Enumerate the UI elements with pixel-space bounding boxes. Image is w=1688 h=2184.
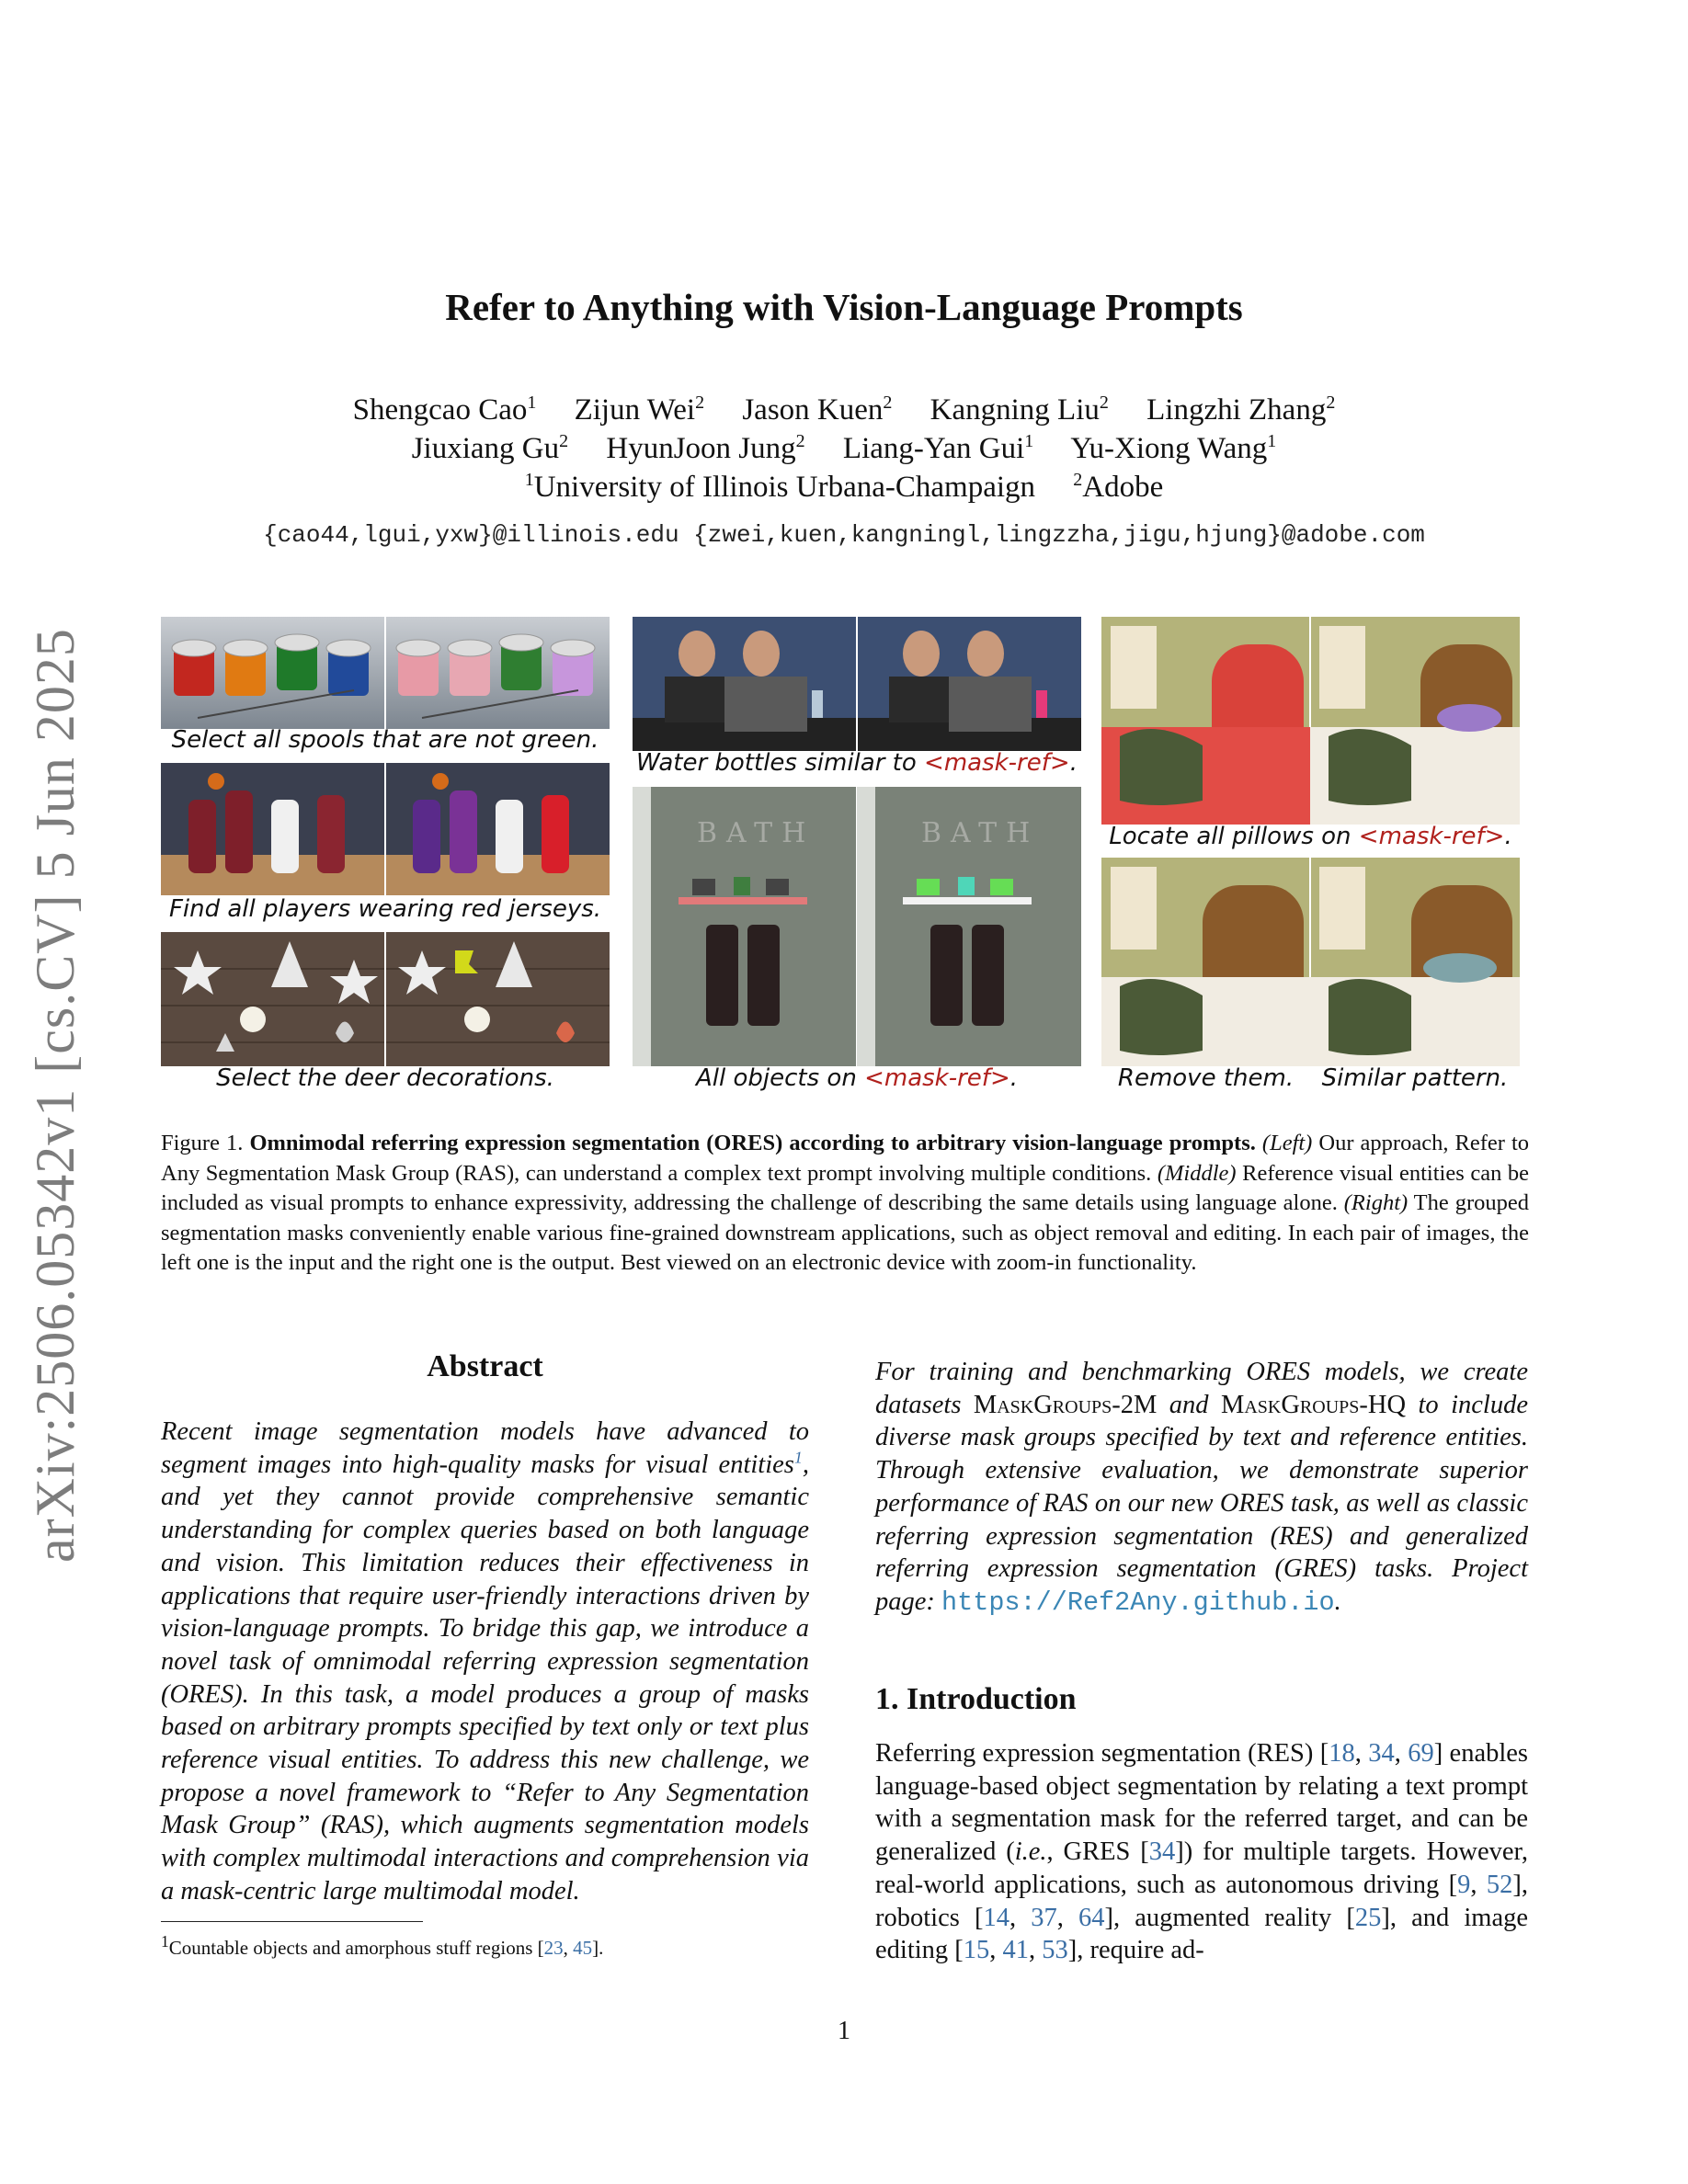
citation-link[interactable]: 52 (1486, 1870, 1513, 1899)
pillows-image-pair (1101, 617, 1520, 825)
bath-letters: BATH (697, 817, 815, 849)
caption-pillows: Locate all pillows on <mask-ref>. (1109, 823, 1512, 850)
citation-link[interactable]: 34 (1368, 1739, 1395, 1768)
bed-edit-image-pair (1101, 858, 1520, 1066)
citation-link[interactable]: 37 (1031, 1903, 1057, 1932)
caption-objects: All objects on <mask-ref>. (695, 1064, 1018, 1092)
affiliations (0, 468, 1688, 506)
affiliation: $^1$University of Illinois Urbana-Champaign (524, 470, 1036, 504)
author: Yu-Xiong Wang$^1$ (1070, 431, 1277, 465)
introduction-body: Referring expression segmentation (RES) [18, 34, 69] enables language-based object segmentation by relating a text prompt with a segmentation mask for the referred target, and can be generalized (i.e., GRES [34]) for multiple targets. However, real-world applications, such as autonomous driving [9, 52], robotics [14, 37, 64], augmented reality [25], and image editing [15, 41, 53], require ad- (875, 1739, 1529, 1965)
citation-link[interactable]: 18 (1329, 1739, 1355, 1768)
caption-bottles: Water bottles similar to <mask-ref>. (636, 749, 1078, 777)
bottles-image-pair (633, 617, 1081, 751)
footnote: $^1$Countable objects and amorphous stuff regions [23, 45]. (161, 1932, 604, 1959)
players-image-pair (161, 763, 610, 895)
affiliation: $^2$Adobe (1073, 470, 1164, 504)
citation-link[interactable]: 41 (1002, 1936, 1030, 1965)
authors-line-2 (0, 429, 1688, 468)
author: HyunJoon Jung$^2$ (606, 431, 805, 465)
citation-link[interactable]: 45 (573, 1937, 593, 1959)
author: Lingzhi Zhang$^2$ (1146, 392, 1336, 427)
author: Liang-Yan Gui$^1$ (842, 431, 1034, 465)
dataset-name: MaskGroups-HQ (1221, 1390, 1407, 1419)
citation-link[interactable]: 69 (1408, 1739, 1434, 1768)
deer-image-pair (161, 932, 610, 1066)
authors-line-1 (0, 391, 1688, 429)
mask-ref-token: <mask-ref> (1358, 823, 1505, 850)
citation-link[interactable]: 15 (963, 1936, 990, 1965)
project-page-link[interactable]: https://Ref2Any.github.io (941, 1587, 1335, 1618)
citation-link[interactable]: 14 (983, 1903, 1009, 1932)
introduction-heading: 1. Introduction (875, 1682, 1077, 1716)
abstract-body: Recent image segmentation models have advanced to segment images into high-quality masks for visual entities$^1$, and yet they cannot provide comprehensive semantic understanding for complex queries based on both language and vision. This limitation reduces their effectiveness in applications that require user-friendly interactions driven by vision-language prompts. To bridge this gap, we introduce a novel task of omnimodal referring expression segmentation (ORES). In this task, a model produces a group of masks based on arbitrary prompts specified by text only or text plus reference visual entities. To address this new challenge, we propose a novel framework to “Refer to Any Segmentation Mask Group” (RAS), which augments segmentation models with complex multimodal interactions and comprehension via a mask-centric large multimodal model. (161, 1417, 809, 1905)
bath-image-pair (633, 787, 1081, 1066)
bath-letters: BATH (921, 817, 1040, 849)
author-emails[interactable]: {cao44,lgui,yxw}@illinois.edu {zwei,kuen,kangningl,lingzzha,jigu,hjung}@adobe.com (263, 521, 1425, 549)
mask-ref-token: <mask-ref> (924, 749, 1070, 777)
abstract-continued: For training and benchmarking ORES models, we create datasets MaskGroups-2M and MaskGroups-HQ to include diverse mask groups specified by text and reference entities. Through extensive evaluation, we demonstrate superior performance of RAS on our new ORES task, as well as classic referring expression segmentation (RES) and generalized referring expression segmentation (GRES) tasks. Project page: https://Ref2Any.github.io. (875, 1358, 1528, 1618)
abstract-heading: Abstract (427, 1349, 543, 1383)
citation-link[interactable]: 64 (1078, 1903, 1105, 1932)
author: Zijun Wei$^2$ (574, 392, 705, 427)
author: Kangning Liu$^2$ (930, 392, 1109, 427)
footnote-rule (161, 1921, 423, 1922)
caption-spools: Select all spools that are not green. (171, 726, 599, 754)
author: Jiuxiang Gu$^2$ (411, 431, 569, 465)
caption-deer: Select the deer decorations. (216, 1064, 554, 1092)
page-number: 1 (838, 2017, 850, 2045)
citation-link[interactable]: 25 (1354, 1903, 1382, 1932)
arxiv-sidebar: arXiv:2506.05342v1 [cs.CV] 5 Jun 2025 (25, 628, 86, 1563)
citation-link[interactable]: 53 (1042, 1936, 1068, 1965)
footnote-link[interactable]: 1 (793, 1448, 803, 1467)
caption-players: Find all players wearing red jerseys. (168, 895, 602, 923)
author: Jason Kuen$^2$ (742, 392, 893, 427)
citation-link[interactable]: 23 (543, 1937, 564, 1959)
spools-image-pair (161, 617, 610, 729)
paper-title: Refer to Anything with Vision-Language Prompts (445, 286, 1243, 328)
mask-ref-token: <mask-ref> (864, 1064, 1010, 1092)
figure-caption: Figure 1. Omnimodal referring expression segmentation (ORES) according to arbitrary vision-language prompts. (Left) Our approach, Refer to Any Segmentation Mask Group (RAS), can understand a complex text prompt involving multiple conditions. (Middle) Reference visual entities can be included as visual prompts to enhance expressivity, addressing the challenge of describing the same details using language alone. (Right) The grouped segmentation masks conveniently enable various fine-grained downstream applications, such as object removal and editing. In each pair of images, the left one is the input and the right one is the output. Best viewed on an electronic device with zoom-in functionality. (161, 1131, 1529, 1275)
author: Shengcao Cao$^1$ (352, 392, 537, 427)
citation-link[interactable]: 34 (1148, 1837, 1176, 1867)
citation-link[interactable]: 9 (1457, 1870, 1471, 1899)
caption-remove: Remove them. (1117, 1064, 1295, 1092)
caption-similar: Similar pattern. (1321, 1064, 1509, 1092)
dataset-name: MaskGroups-2M (973, 1390, 1158, 1419)
